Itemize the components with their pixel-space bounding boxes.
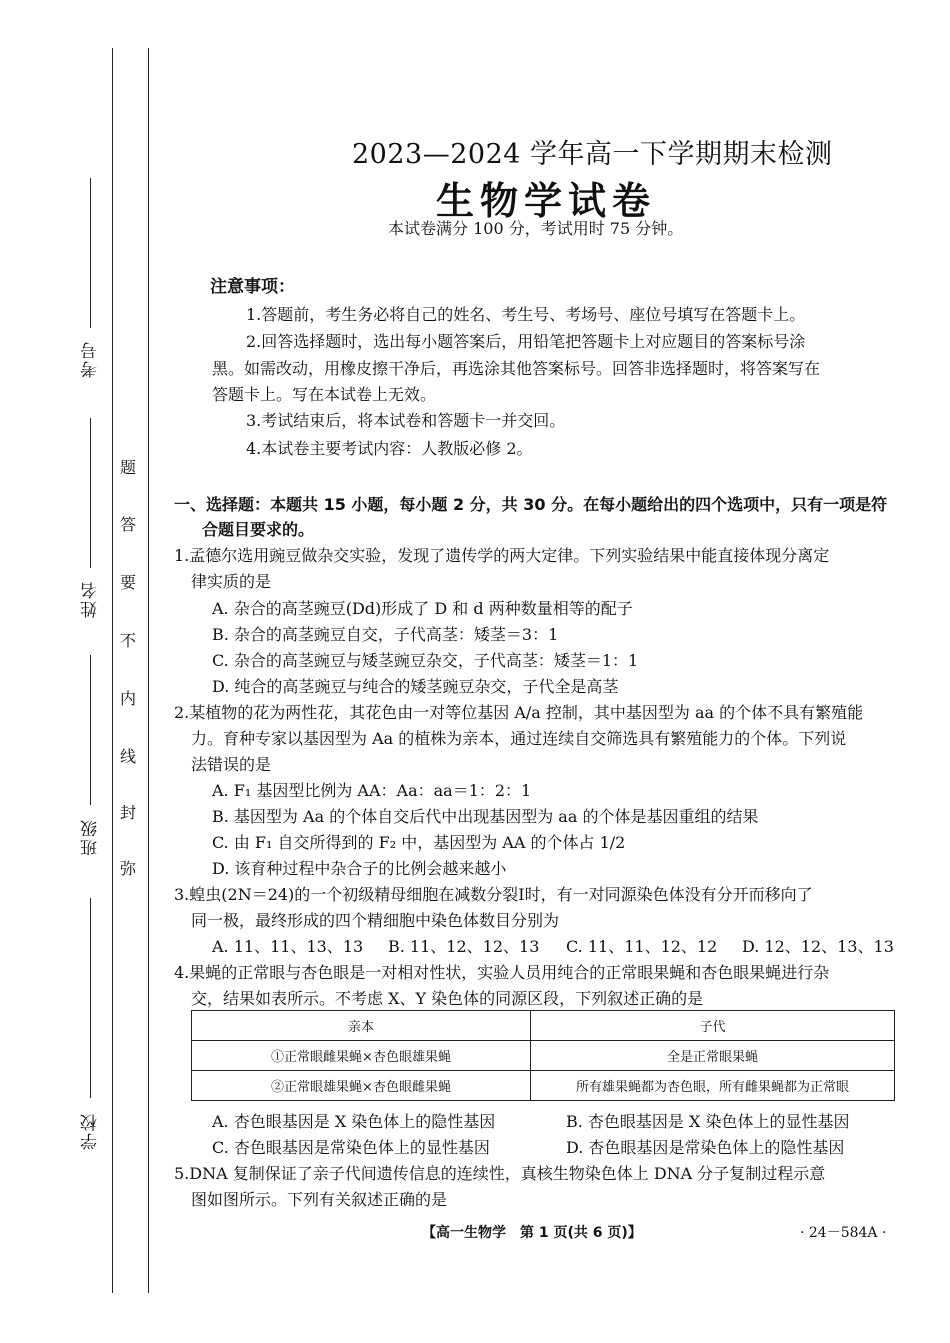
q2-option-b: B. 基因型为 Aa 的个体自交后代中出现基因型为 aa 的个体是基因重组的结果 — [212, 807, 759, 826]
class-label: 班级 — [81, 818, 101, 856]
q3-option-c: C. 11、11、12、12 — [566, 937, 718, 956]
school-blank — [90, 898, 91, 1098]
seal-warning-char: 封 — [120, 803, 137, 822]
notice-line: 4.本试卷主要考试内容：人教版必修 2。 — [246, 439, 533, 458]
table-header-cell: 子代 — [531, 1011, 895, 1041]
table-cell: ②正常眼雄果蝇×杏色眼雌果蝇 — [192, 1071, 531, 1101]
question-2-stem-cont: 法错误的是 — [191, 755, 272, 774]
question-1-stem-cont: 律实质的是 — [191, 572, 272, 591]
question-4-stem-cont: 交，结果如表所示。不考虑 X、Y 染色体的同源区段，下列叙述正确的是 — [191, 989, 704, 1008]
question-3-stem: 3.蝗虫(2N＝24)的一个初级精母细胞在减数分裂Ⅰ时，有一对同源染色体没有分开而移向了 — [174, 885, 813, 904]
seal-warning-char: 答 — [120, 515, 137, 534]
notice-line: 黑。如需改动，用橡皮擦干净后，再选涂其他答案标号。回答非选择题时，将答案写在 — [212, 359, 821, 378]
table-header-cell: 亲本 — [192, 1011, 531, 1041]
q4-option-c: C. 杏色眼基因是常染色体上的显性基因 — [212, 1138, 490, 1157]
q1-option-c: C. 杂合的高茎豌豆与矮茎豌豆杂交，子代高茎：矮茎＝1：1 — [212, 651, 639, 670]
q4-option-b: B. 杏色眼基因是 X 染色体上的显性基因 — [566, 1112, 850, 1131]
q2-option-d: D. 该育种过程中杂合子的比例会越来越小 — [212, 859, 507, 878]
exam-no-label: 考号 — [81, 340, 101, 378]
notice-line: 答题卡上。写在本试卷上无效。 — [212, 385, 437, 404]
paper-code: · 24－584A · — [800, 1225, 887, 1241]
subject-title: 生物学试卷 — [436, 179, 657, 223]
question-5-stem-cont: 图如图所示。下列有关叙述正确的是 — [191, 1190, 448, 1209]
exam-title: 2023—2024 学年高一下学期期末检测 — [352, 139, 833, 170]
section-heading-cont: 合题目要求的。 — [202, 520, 315, 539]
name-blank — [90, 418, 91, 568]
seal-warning-char: 线 — [120, 747, 137, 766]
question-3-stem-cont: 同一极，最终形成的四个精细胞中染色体数目分别为 — [191, 911, 560, 930]
seal-warning-char: 要 — [120, 573, 137, 592]
q3-option-d: D. 12、12、13、13 — [742, 937, 894, 956]
notice-line: 3.考试结束后，将本试卷和答题卡一并交回。 — [246, 411, 566, 430]
question-2-stem-cont: 力。育种专家以基因型为 Aa 的植株为亲本，通过连续自交筛选具有繁殖能力的个体。下列说 — [191, 729, 847, 748]
q1-option-d: D. 纯合的高茎豌豆与纯合的矮茎豌豆杂交，子代全是高茎 — [212, 677, 619, 696]
table-cell: ①正常眼雌果蝇×杏色眼雄果蝇 — [192, 1041, 531, 1071]
q3-option-b: B. 11、12、12、13 — [388, 937, 540, 956]
binding-line-inner — [112, 48, 113, 1293]
q2-option-c: C. 由 F₁ 自交所得到的 F₂ 中，基因型为 AA 的个体占 1/2 — [212, 833, 626, 852]
table-cell: 全是正常眼果蝇 — [531, 1041, 895, 1071]
q4-option-a: A. 杏色眼基因是 X 染色体上的隐性基因 — [212, 1112, 496, 1131]
question-2-stem: 2.某植物的花为两性花，其花色由一对等位基因 A/a 控制，其中基因型为 aa 的个体不具有繁殖能 — [174, 703, 864, 722]
q2-option-a: A. F₁ 基因型比例为 AA：Aa：aa＝1：2：1 — [212, 781, 532, 800]
notice-title: 注意事项： — [210, 277, 295, 297]
seal-warning-char: 题 — [120, 458, 137, 477]
section-heading: 一、选择题：本题共 15 小题，每小题 2 分，共 30 分。在每小题给出的四个选项中，只有一项是符 — [174, 495, 888, 514]
class-blank — [90, 655, 91, 805]
cross-results-table — [191, 1010, 895, 1101]
q4-option-d: D. 杏色眼基因是常染色体上的隐性基因 — [566, 1138, 845, 1157]
table-row — [192, 1071, 895, 1101]
table-row — [192, 1041, 895, 1071]
seal-warning-char: 弥 — [120, 859, 137, 878]
notice-line: 1.答题前，考生务必将自己的姓名、考生号、考场号、座位号填写在答题卡上。 — [246, 305, 806, 324]
page-footer: 【高一生物学 第 1 页(共 6 页)】 — [422, 1225, 642, 1241]
name-label: 姓名 — [81, 580, 101, 618]
question-4-stem: 4.果蝇的正常眼与杏色眼是一对相对性状，实验人员用纯合的正常眼果蝇和杏色眼果蝇进行杂 — [174, 963, 830, 982]
seal-warning-char: 内 — [120, 689, 137, 708]
question-1-stem: 1.孟德尔选用豌豆做杂交实验，发现了遗传学的两大定律。下列实验结果中能直接体现分离定 — [174, 546, 830, 565]
q1-option-b: B. 杂合的高茎豌豆自交，子代高茎：矮茎＝3：1 — [212, 625, 559, 644]
table-cell: 所有雄果蝇都为杏色眼，所有雌果蝇都为正常眼 — [531, 1071, 895, 1101]
notice-line: 2.回答选择题时，选出每小题答案后，用铅笔把答题卡上对应题目的答案标号涂 — [246, 332, 806, 351]
exam-info: 本试卷满分 100 分，考试用时 75 分钟。 — [388, 219, 684, 238]
exam-no-blank — [90, 178, 91, 328]
seal-warning-char: 不 — [120, 631, 137, 650]
q1-option-a: A. 杂合的高茎豌豆(Dd)形成了 D 和 d 两种数量相等的配子 — [212, 599, 633, 618]
school-label: 学校 — [81, 1112, 101, 1150]
question-5-stem: 5.DNA 复制保证了亲子代间遗传信息的连续性，真核生物染色体上 DNA 分子复制过程示意 — [174, 1164, 826, 1183]
table-header-row — [192, 1011, 895, 1041]
binding-line-outer — [148, 48, 149, 1293]
q3-option-a: A. 11、11、13、13 — [212, 937, 364, 956]
